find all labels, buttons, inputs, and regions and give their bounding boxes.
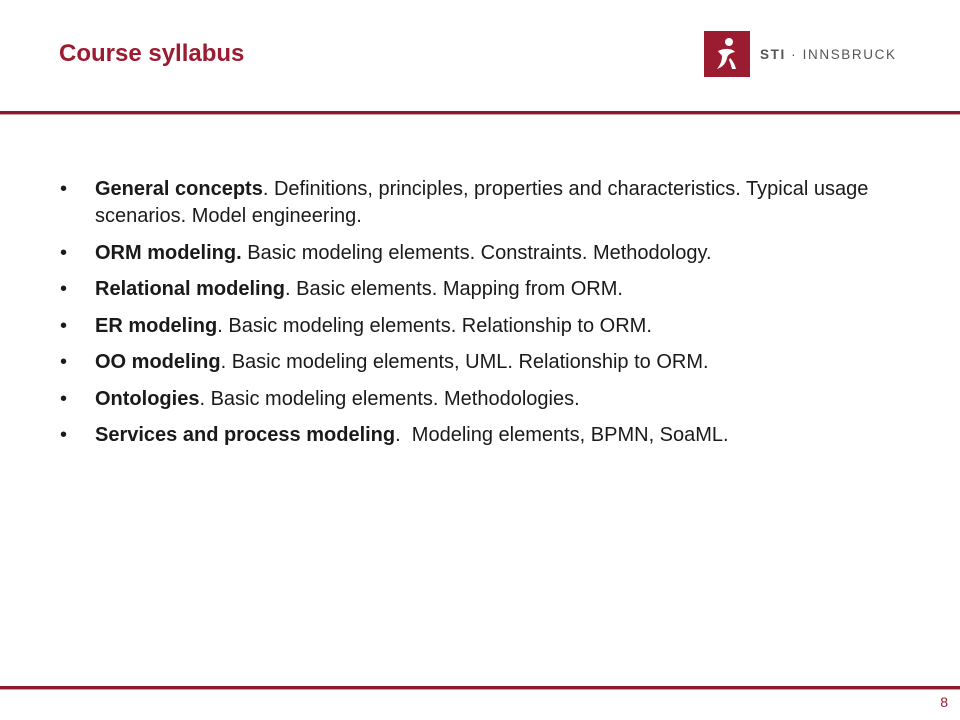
bullet-icon: •: [60, 387, 68, 410]
bullet-icon: •: [60, 278, 68, 300]
bullet-separator: .: [217, 314, 229, 337]
logo-separator: ·: [791, 46, 798, 62]
list-item: [60, 276, 920, 303]
bullet-heading: Relational modeling: [95, 278, 286, 300]
bullet-body: Basic modeling elements, UML. Relationship to ORM.: [231, 351, 709, 373]
bullet-separator: .: [285, 278, 297, 300]
bullet-heading: General concepts: [95, 178, 263, 200]
header-divider: [0, 111, 960, 115]
syllabus-list: [60, 176, 920, 459]
bullet-icon: •: [60, 178, 68, 200]
bullet-icon: •: [60, 314, 68, 337]
bullet-icon: •: [60, 424, 68, 446]
page-number: 8: [940, 694, 948, 710]
list-item: [60, 422, 920, 449]
bullet-body: Definitions, principles, properties and characteristics. Typical usage scenarios. Model engineering.: [95, 178, 869, 227]
bullet-separator: .: [262, 178, 274, 200]
logo-subbrand: INNSBRUCK: [802, 46, 897, 62]
list-item: [60, 349, 920, 376]
bullet-body: Basic modeling elements. Relationship to ORM.: [228, 314, 652, 337]
list-item: [60, 386, 920, 413]
logo-brand: STI: [760, 46, 786, 62]
bullet-body: Basic elements. Mapping from ORM.: [296, 278, 623, 300]
sti-logo-icon: [704, 31, 750, 77]
bullet-heading: ER modeling: [95, 314, 218, 337]
bullet-separator: .: [395, 424, 412, 446]
logo-wordmark: [760, 47, 897, 62]
bullet-heading: Ontologies: [95, 387, 200, 410]
bullet-icon: •: [60, 351, 68, 373]
list-item: [60, 176, 920, 230]
slide-title: Course syllabus: [59, 40, 245, 67]
bullet-separator: .: [199, 387, 211, 410]
footer-divider: [0, 686, 960, 690]
bullet-heading: ORM modeling.: [95, 241, 242, 264]
bullet-body: Basic modeling elements. Methodologies.: [210, 387, 580, 410]
bullet-body: Modeling elements, BPMN, SoaML.: [411, 424, 729, 446]
list-item: [60, 240, 920, 267]
bullet-body: Basic modeling elements. Constraints. Methodology.: [247, 241, 712, 264]
bullet-icon: •: [60, 241, 68, 264]
sti-innsbruck-logo: [704, 31, 897, 77]
list-item: [60, 313, 920, 340]
bullet-heading: OO modeling: [95, 351, 221, 373]
bullet-separator: .: [220, 351, 232, 373]
bullet-heading: Services and process modeling: [95, 424, 396, 446]
